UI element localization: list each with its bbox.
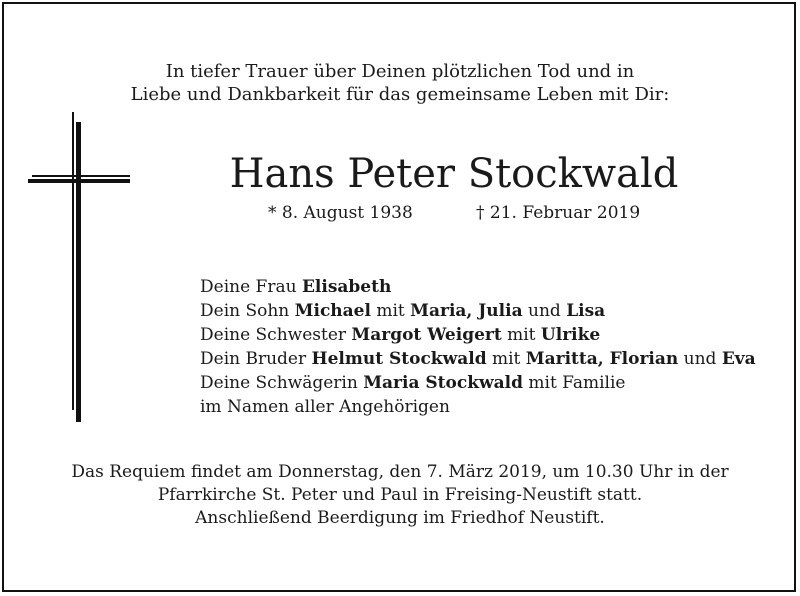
mourner-relation: im Namen aller Angehörigen [200,397,450,417]
service-line-3: Anschließend Beerdigung im Friedhof Neustift. [195,508,605,528]
mourner-line [200,275,756,299]
service-line-2: Pfarrkirche St. Peter und Paul in Freising-Neustift statt. [157,485,643,505]
mourner-line [200,323,756,347]
mourner-relation: mit [370,301,411,321]
mourner-name: Lisa [566,301,606,321]
mourner-relation: Dein Sohn [200,301,295,321]
mourner-name: Helmut Stockwald [311,349,487,369]
mourner-name: Maritta, Florian [525,349,679,369]
intro-line-2: Liebe und Dankbarkeit für das gemeinsame Leben mit Dir: [130,84,670,105]
mourner-relation: Dein Bruder [200,349,312,369]
mourner-relation: mit [486,349,526,369]
mourner-relation: mit Familie [522,373,626,393]
mourner-relation: Deine Schwägerin [200,373,364,393]
mourner-name: Margot Weigert [351,325,502,345]
mourner-relation: Deine Schwester [200,325,352,345]
cross-icon [20,112,140,422]
mourner-relation: Deine Frau [200,277,302,297]
service-info [0,461,800,530]
intro-line-1: In tiefer Trauer über Deinen plötzlichen Tod und in [165,61,635,82]
mourner-line [200,395,756,419]
deceased-name: Hans Peter Stockwald [229,151,679,197]
mourner-name: Elisabeth [301,277,392,297]
mourner-line [200,371,756,395]
mourner-name: Eva [721,349,756,369]
death-date: † 21. Februar 2019 [476,203,641,223]
mourner-name: Ulrike [540,325,601,345]
mourner-name: Maria, Julia [410,301,523,321]
mourner-relation: und [678,349,722,369]
mourners-list [200,275,756,419]
mourner-line [200,299,756,323]
mourner-relation: und [522,301,567,321]
mourner-name: Maria Stockwald [363,373,523,393]
intro-text [0,60,800,106]
service-line-1: Das Requiem findet am Donnerstag, den 7. März 2019, um 10.30 Uhr in der [71,462,729,482]
mourner-line [200,347,756,371]
mourner-name: Michael [294,301,371,321]
birth-date: * 8. August 1938 [268,203,413,223]
mourner-relation: mit [501,325,541,345]
